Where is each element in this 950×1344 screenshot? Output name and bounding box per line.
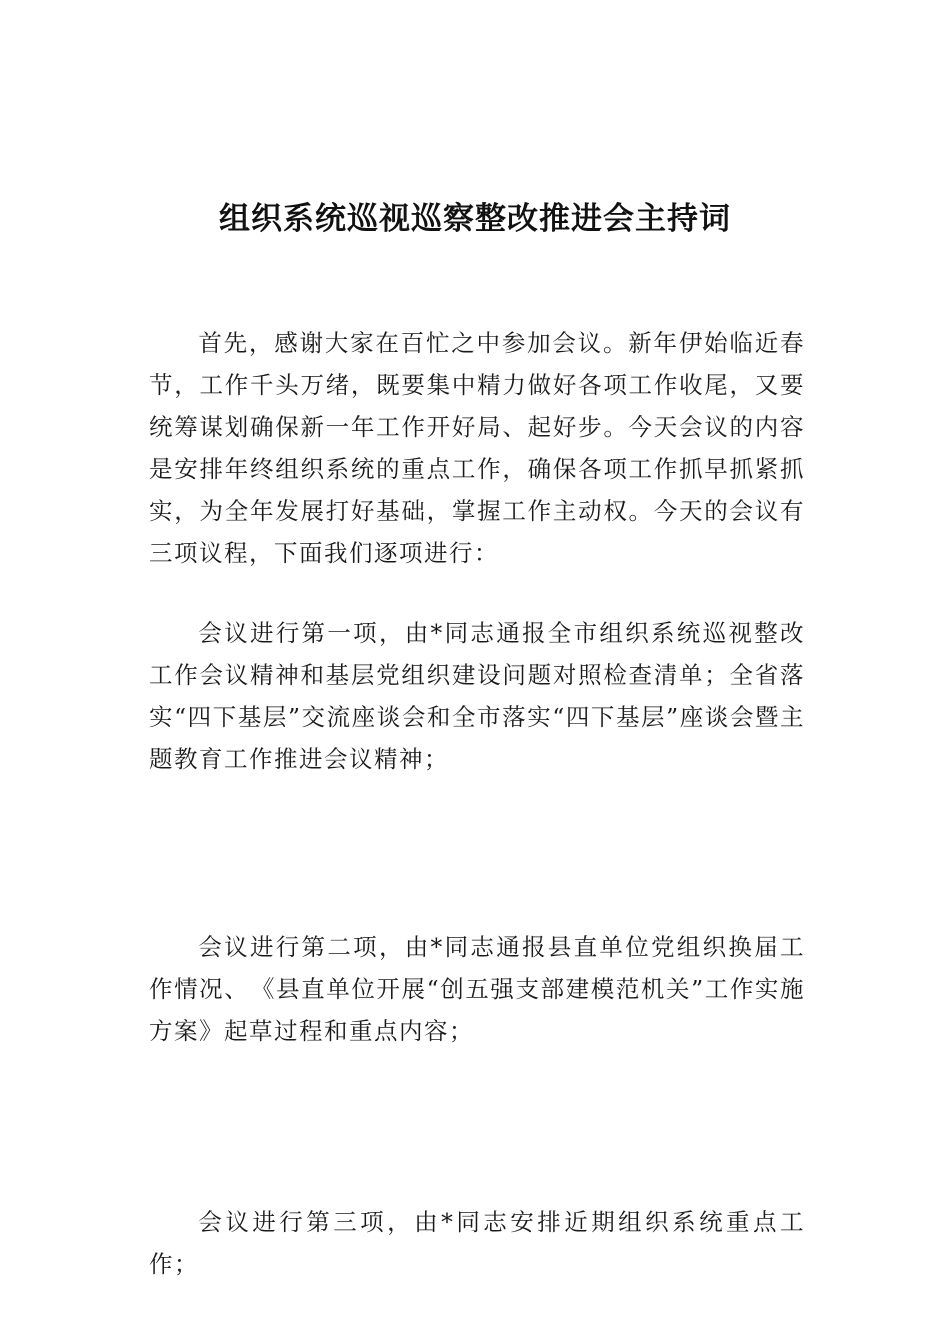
paragraph-agenda-item-3: 会议进行第三项，由*同志安排近期组织系统重点工作； xyxy=(149,1208,805,1278)
paragraph-agenda-item-2: 会议进行第二项，由*同志通报县直单位党组织换届工作情况、 《县直单位开展“创五强支部建模范机关”工作实施方案》起草过程和重点内容； xyxy=(149,933,805,1045)
paragraph-agenda-item-1: 会议进行第一项，由*同志通报全市组织系统巡视整改工作会议精神和基层党组织建设问题对照检查清单；全省落实“四下基层”交流座谈会和全市落实“四下基层”座谈会暨主题教育工作推进会议精神； xyxy=(149,619,805,773)
paragraph-opening: 首先，感谢大家在百忙之中参加会议。新年伊始临近春节，工作千头万绪，既要集中精力做好各项工作收尾，又要统筹谋划确保新一年工作开好局、起好步。今天会议的内容是安排年终组织系统的重点工作，确保各项工作抓早抓紧抓实，为全年发展打好基础，掌握工作主动权。今天的会议有三项议程，下面我们逐项进行： xyxy=(149,329,805,567)
document-title: 组织系统巡视巡察整改推进会主持词 xyxy=(219,201,731,237)
